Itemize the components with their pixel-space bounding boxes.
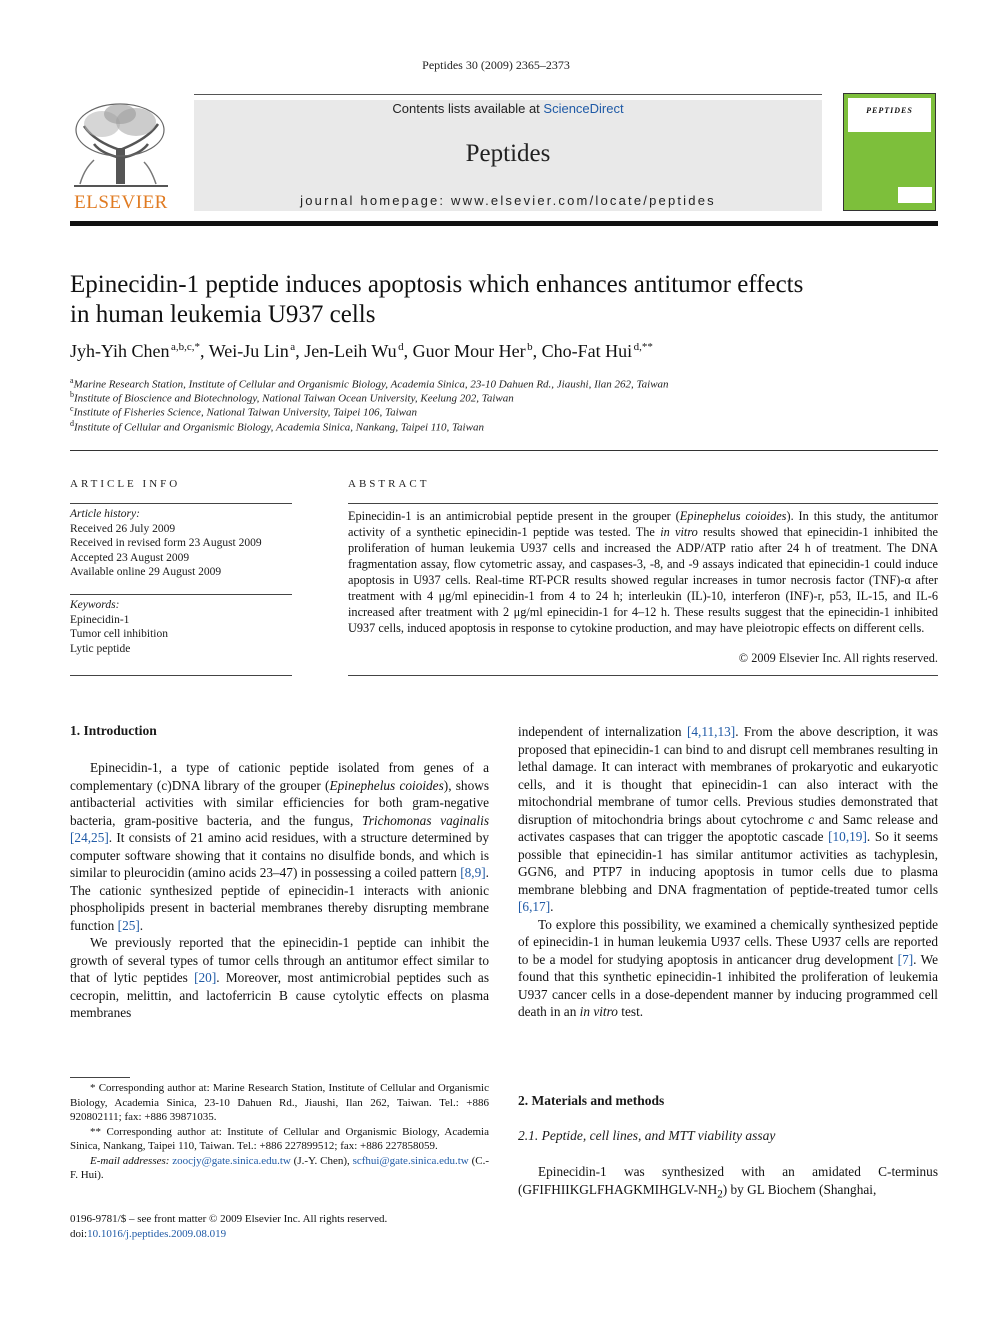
affiliation-text: Institute of Bioscience and Biotechnology, National Taiwan Ocean University, Keelung 202, Taiwan bbox=[74, 392, 514, 405]
front-matter bbox=[70, 1212, 490, 1242]
abstract-copyright: © 2009 Elsevier Inc. All rights reserved. bbox=[738, 651, 938, 665]
header-rule bbox=[194, 94, 822, 95]
title-line: in human leukemia U937 cells bbox=[70, 301, 376, 328]
cover-title-panel bbox=[848, 98, 931, 132]
email-link[interactable]: zoocjy@gate.sinica.edu.tw bbox=[172, 1154, 291, 1167]
footnote: * Corresponding author at: Marine Research Station, Institute of Cellular and Organismic Biology, Academia Sinica, 23-10 Dahuen Rd., Jiaushi, Ilan 262, Taiwan. Tel.: +886 920802111; fax: +886 39871035. bbox=[70, 1082, 489, 1123]
revised-date: Received in revised form 23 August 2009 bbox=[70, 537, 262, 549]
journal-cover bbox=[843, 93, 936, 211]
author-list: Jyh-Yih Chen $^{a,b,c,*}$, Wei-Ju Lin $^a$, Jen-Leih Wu $^d$, Guor Mour Her $^b$, Cho-Fat Hui $^{d,**}$ bbox=[70, 341, 653, 361]
author-name[interactable]: Jen-Leih Wu bbox=[304, 341, 397, 361]
received-date: Received 26 July 2009 bbox=[70, 522, 176, 535]
info-rule bbox=[70, 594, 292, 595]
cover-title: PEPTIDES bbox=[866, 106, 913, 115]
contents-prefix: Contents lists available at bbox=[392, 101, 544, 116]
cover-footer-panel bbox=[898, 187, 932, 203]
paragraph: Epinecidin-1, a type of cationic peptide isolated from genes of a complementary (c)DNA library of the grouper (Epinephelus coioides), shows antibacterial activities with similar efficiencies for both gram-negative bacteria, gram-positive bacteria, and the fungus, Trichomonas vaginalis [24,25]. It consists of 21 amino acid residues, with a structure determined by computer software showing that it contains no disulfide bonds, and which is similar to pleurocidin (amino acids 23–47) in possessing a coiled pattern [8,9]. The cationic synthesized peptide of epinecidin-1 interacts with anionic phospholipids present in bacterial membranes thereby disrupting membrane function [25]. bbox=[70, 760, 489, 933]
author-name[interactable]: Cho-Fat Hui bbox=[541, 341, 633, 361]
author-affil-mark[interactable]: a,b,c,* bbox=[171, 341, 201, 353]
journal-name: Peptides bbox=[465, 140, 551, 167]
header-divider bbox=[70, 221, 938, 226]
section-heading-methods: 2. Materials and methods bbox=[518, 1093, 665, 1108]
footnote-rule bbox=[70, 1077, 130, 1078]
affiliation bbox=[70, 404, 938, 419]
info-rule bbox=[70, 675, 292, 676]
affiliation bbox=[70, 390, 938, 405]
affiliation-text: Marine Research Station, Institute of Cellular and Organismic Biology, Academia Sinica, 23-10 Dahuen Rd., Jiaushi, Ilan 262, Taiwan bbox=[73, 378, 669, 391]
keyword: Epinecidin-1 bbox=[70, 613, 130, 626]
sciencedirect-link[interactable]: ScienceDirect bbox=[543, 101, 624, 116]
keywords-label: Keywords: bbox=[70, 599, 120, 611]
doi-prefix: doi: bbox=[70, 1228, 88, 1240]
publisher-name: ELSEVIER bbox=[74, 192, 168, 213]
info-rule bbox=[70, 503, 292, 504]
author-name[interactable]: Guor Mour Her bbox=[412, 341, 526, 361]
doi-line bbox=[70, 1227, 490, 1242]
body-right-column bbox=[518, 723, 938, 1021]
email-link[interactable]: scfhui@gate.sinica.edu.tw bbox=[352, 1154, 469, 1167]
author-name[interactable]: Jyh-Yih Chen bbox=[70, 341, 170, 361]
abstract-text: Epinecidin-1 is an antimicrobial peptide present in the grouper (Epinephelus coioides). In this study, the antitumor activity of a synthetic epinecidin-1 peptide was tested. The in vitro results showed that epinecidin-1 inhibited the proliferation of human leukemia U937 cells and increased the ADP/ATP ratio after 24 h of treatment. The DNA fragmentation assay, flow cytometric assay, and caspases-3, -8, and -9 assays indicated that epinecidin-1 could induce apoptosis in U937 cells. Real-time RT-PCR results showed regular increases in tumor necrosis factor (TNF)-α after treatment with 4 μg/ml epinecidin-1 from 4 to 24 h; interleukin (IL)-10, interferon (INF)-r, p53, IL-15, and IL-6 increased after treatment with 2 μg/ml epinecidin-1 for 4–12 h. These results suggest that the epinecidin-1 inhibited U937 cells, induced apoptosis in response to cytokine production, and may have pleiotropic effects on different cells. bbox=[348, 509, 939, 635]
journal-homepage[interactable]: journal homepage: www.elsevier.com/locate/peptides bbox=[300, 193, 716, 208]
author-affil-mark[interactable]: b bbox=[527, 341, 533, 353]
doi-link[interactable]: 10.1016/j.peptides.2009.08.019 bbox=[87, 1228, 227, 1240]
subsection-heading: 2.1. Peptide, cell lines, and MTT viability assay bbox=[518, 1128, 776, 1143]
affiliation-text: Institute of Cellular and Organismic Biology, Academia Sinica, Nankang, Taipei 110, Taiwan bbox=[74, 421, 484, 434]
affiliation-mark: a bbox=[70, 376, 74, 385]
author-affil-mark[interactable]: d bbox=[398, 341, 404, 353]
article-info-heading: ARTICLE INFO bbox=[70, 478, 181, 490]
affiliation-divider bbox=[70, 450, 938, 451]
abstract-rule bbox=[348, 503, 938, 504]
methods-paragraph bbox=[518, 1163, 938, 1204]
affiliation bbox=[70, 376, 938, 391]
title-line: Epinecidin-1 peptide induces apoptosis which enhances antitumor effects bbox=[70, 271, 804, 298]
affiliation-text: Institute of Fisheries Science, National Taiwan University, Taipei 106, Taiwan bbox=[73, 406, 418, 419]
paragraph: independent of internalization [4,11,13]. From the above description, it was proposed that epinecidin-1 can bind to and disrupt cell membranes resulting in lethal damage. It can interact with membranes of prokaryotic and eukaryotic cells, and it is thought that epinecidin-1 can also interact with the mitochondrial membrane of tumor cells. Previous studies demonstrated that disruption of mitochondria brings about cytochrome c and Samc release and activates caspases that can trigger the apoptotic cascade [10,19]. So it seems possible that epinecidin-1 has similar antitumor activities as tachyplesin, GGN6, and PTP7 in inducing apoptosis in tumor cells due to plasma membrane blebbing and DNA fragmentation of peptide-treated tumor cells [6,17]. bbox=[518, 724, 938, 914]
paragraph: To explore this possibility, we examined a chemically synthesized peptide of epinecidin-1 in human leukemia U937 cells. These U937 cells are reported to be a model for studying apoptosis in anticancer drug development [7]. We found that this synthetic epinecidin-1 inhibited the proliferation of leukemia U937 cancer cells in a dose-dependent manner by inducing programmed cell death in an in vitro test. bbox=[518, 916, 938, 1019]
section-heading-introduction: 1. Introduction bbox=[70, 723, 157, 738]
author-affil-mark[interactable]: a bbox=[290, 341, 296, 353]
affiliation-mark: c bbox=[70, 404, 74, 413]
citation-line: Peptides 30 (2009) 2365–2373 bbox=[422, 58, 570, 72]
affiliation-mark: b bbox=[70, 390, 74, 399]
footnote: E-mail addresses: zoocjy@gate.sinica.edu.tw (J.-Y. Chen), scfhui@gate.sinica.edu.tw (C.-F. Hui). bbox=[70, 1154, 489, 1181]
body-left-column bbox=[70, 759, 489, 1022]
affiliation-mark: d bbox=[70, 419, 74, 428]
keyword: Tumor cell inhibition bbox=[70, 628, 168, 640]
abstract-heading: ABSTRACT bbox=[348, 478, 430, 490]
article-title bbox=[70, 270, 938, 330]
author-name[interactable]: Wei-Ju Lin bbox=[208, 341, 289, 361]
online-date: Available online 29 August 2009 bbox=[70, 566, 222, 578]
affiliation bbox=[70, 419, 938, 434]
abstract-rule bbox=[348, 675, 938, 676]
keyword: Lytic peptide bbox=[70, 642, 131, 655]
accepted-date: Accepted 23 August 2009 bbox=[70, 551, 190, 564]
article-history bbox=[70, 507, 292, 580]
contents-line bbox=[194, 101, 822, 116]
author-affil-mark[interactable]: d,** bbox=[633, 341, 653, 353]
paragraph: We previously reported that the epinecidin-1 peptide can inhibit the growth of several types of tumor cells through an antitumor effect similar to that of lytic peptides [20]. Moreover, most antimicrobial peptides such as cecropin, melittin, and lactoferricin B cause cytolytic effects on plasma membranes bbox=[70, 935, 489, 1020]
issn-line: 0196-9781/$ – see front matter © 2009 Elsevier Inc. All rights reserved. bbox=[70, 1213, 388, 1225]
keywords-block bbox=[70, 598, 292, 656]
paragraph: Epinecidin-1 was synthesized with an amidated C-terminus $(GFIFHIIKGLFHAGKMIHGLV-NH_2)$ by GL Biochem (Shanghai, bbox=[518, 1164, 938, 1201]
footnote: ** Corresponding author at: Institute of Cellular and Organismic Biology, Academia Sinica, Nankang, Taipei 110, Taiwan. Tel.: +886 227899512; fax: +886 227858059. bbox=[70, 1125, 489, 1152]
history-label: Article history: bbox=[70, 508, 140, 520]
footnotes bbox=[70, 1081, 489, 1183]
